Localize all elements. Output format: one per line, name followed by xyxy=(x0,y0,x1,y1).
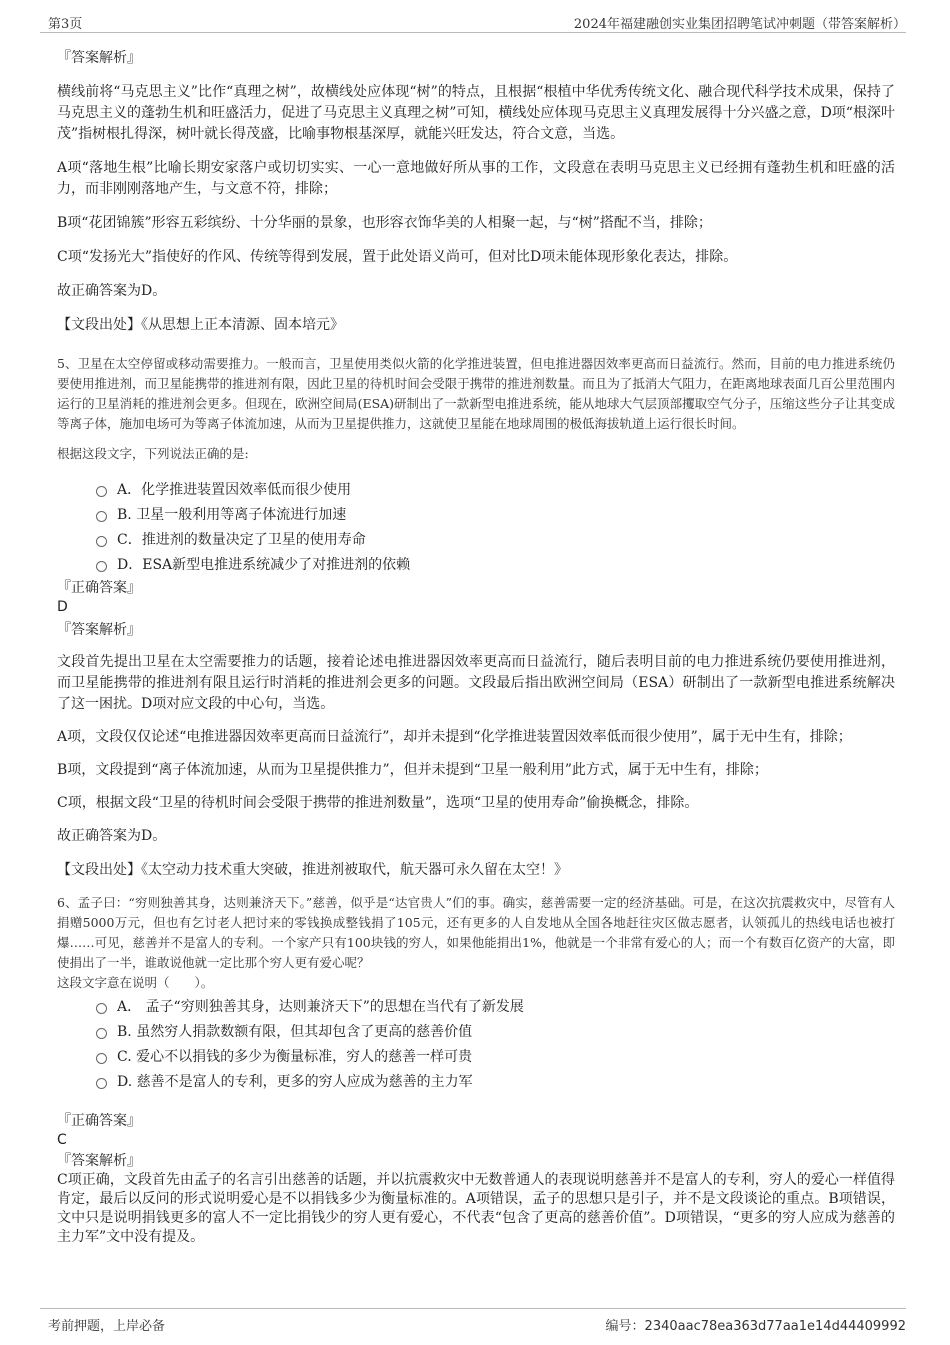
q5-option-c-label: C．推进剂的数量决定了卫星的使用寿命 xyxy=(117,532,366,548)
document-code xyxy=(606,1315,906,1334)
q6-option-c[interactable] xyxy=(57,1045,895,1070)
q4-source: 【文段出处】《从思想上正本清源、固本培元》 xyxy=(57,317,344,333)
page-number: 第3页 xyxy=(48,17,83,32)
q5-analysis-p1: 文段首先提出卫星在太空需要推力的话题，接着论述电推进器因效率更高而日益流行，随后表明目前的电力推进系统仍要使用推进剂，而卫星能携带的推进剂有限且运行时消耗的推进剂会更多的问题。文段最后指出欧洲空间局（ESA）研制出了一款新型电推进系统解决了这一困扰。D项对应文段的中心句，当选。 xyxy=(57,654,895,712)
q6-analysis-label: 『答案解析』 xyxy=(57,1153,141,1169)
radio-icon[interactable] xyxy=(96,561,107,572)
page-content xyxy=(57,44,895,1247)
q5-option-b-label: B. 卫星一般利用等离子体流进行加速 xyxy=(117,507,347,523)
radio-icon[interactable] xyxy=(96,536,107,547)
q6-correct-label: 『正确答案』 xyxy=(57,1113,141,1129)
q4-analysis-p1: 横线前将“马克思主义”比作“真理之树”，故横线处应体现“树”的特点，且根据“根植中华优秀传统文化、融合现代科学技术成果，保持了马克思主义的蓬勃生机和旺盛活力，促进了马克思主义真理之树”可知，横线处应体现马克思主义真理发展得十分兴盛之意，D项“根深叶茂”指树根扎得深，树叶就长得茂盛，比喻事物根基深厚，就能兴旺发达，符合文意，当选。 xyxy=(57,84,895,142)
document-title: 2024年福建融创实业集团招聘笔试冲刺题（带答案解析） xyxy=(573,17,906,32)
q5-option-a[interactable] xyxy=(57,478,895,503)
q6-option-b-label: B. 虽然穷人捐款数额有限，但其却包含了更高的慈善价值 xyxy=(117,1024,473,1040)
q4-analysis-label: 『答案解析』 xyxy=(57,50,141,66)
q5-block xyxy=(57,354,895,880)
q6-option-d-label: D. 慈善不是富人的专利，更多的穷人应成为慈善的主力军 xyxy=(117,1074,473,1090)
document-code-label: 编号： xyxy=(605,1319,645,1334)
page-footer xyxy=(40,1308,906,1337)
q6-option-a[interactable] xyxy=(57,995,895,1020)
q5-analysis-label: 『答案解析』 xyxy=(57,622,141,638)
q5-option-b[interactable] xyxy=(57,503,895,528)
q6-block xyxy=(57,893,895,1247)
radio-icon[interactable] xyxy=(96,1028,107,1039)
q6-options xyxy=(57,995,895,1095)
page-header xyxy=(40,10,906,33)
q6-option-b[interactable] xyxy=(57,1020,895,1045)
radio-icon[interactable] xyxy=(96,1003,107,1014)
q6-option-d[interactable] xyxy=(57,1070,895,1095)
q4-analysis-p2: A项“落地生根”比喻长期安家落户或切切实实、一心一意地做好所从事的工作，文段意在表明马克思主义已经拥有蓬勃生机和旺盛的活力，而非刚刚落地产生，与文意不符，排除； xyxy=(57,160,895,197)
q5-option-d-label: D．ESA新型电推进系统减少了对推进剂的依赖 xyxy=(117,557,411,573)
q5-analysis-conclusion: 故正确答案为D。 xyxy=(57,828,167,844)
q5-option-a-label: A．化学推进装置因效率低而很少使用 xyxy=(117,482,352,498)
q5-option-d[interactable] xyxy=(57,553,895,578)
q6-stem: 6、孟子曰：“穷则独善其身，达则兼济天下。”慈善，似乎是“达官贵人”们的事。确实，慈善需要一定的经济基础。可是，在这次抗震救灾中，尽管有人捐赠5000万元，但也有乞讨老人把讨来的零钱换成整钱捐了105元，还有更多的人自发地从全国各地赶往灾区做志愿者，认领孤儿的热线电话也被打爆……可见，慈善并不是富人的专利。一个家产只有100块钱的穷人，如果他能捐出1%，他就是一个非常有爱心的人；而一个有数百亿资产的大富，即使捐出了一半，谁敢说他就一定比那个穷人更有爱心呢？ xyxy=(57,895,895,970)
radio-icon[interactable] xyxy=(96,486,107,497)
q4-analysis-p4: C项“发扬光大”指使好的作风、传统等得到发展，置于此处语义尚可，但对比D项未能体现形象化表达，排除。 xyxy=(57,249,738,265)
radio-icon[interactable] xyxy=(96,511,107,522)
document-code-value: 2340aac78ea363d77aa1e14d44409992 xyxy=(644,1319,906,1334)
q6-option-c-label: C. 爱心不以捐钱的多少为衡量标准，穷人的慈善一样可贵 xyxy=(117,1049,473,1065)
q5-option-c[interactable] xyxy=(57,528,895,553)
q5-analysis-p2: A项，文段仅仅论述“电推进器因效率更高而日益流行”，却并未提到“化学推进装置因效率低而很少使用”，属于无中生有，排除； xyxy=(57,729,852,745)
q5-analysis-p4: C项，根据文段“卫星的待机时间会受限于携带的推进剂数量”，选项“卫星的使用寿命”偷换概念，排除。 xyxy=(57,795,699,811)
q5-correct-answer: D xyxy=(57,599,68,615)
q5-stem: 5、卫星在太空停留或移动需要推力。一般而言，卫星使用类似火箭的化学推进装置，但电推进器因效率更高而日益流行。然而，目前的电力推进系统仍要使用推进剂，而卫星能携带的推进剂有限，因此卫星的待机时间会受限于携带的推进剂数量。而且为了抵消大气阻力，在距离地球表面几百公里范围内运行的卫星消耗的推进剂会更多。但现在，欧洲空间局(ESA)研制出了一款新型电推进系统，能从地球大气层顶部攫取空气分子，压缩这些分子让其变成等离子体，施加电场可为等离子体流加速，从而为卫星提供推力，这就使卫星能在地球周围的极低海拔轨道上运行很长时间。 xyxy=(57,356,895,431)
radio-icon[interactable] xyxy=(96,1053,107,1064)
q4-analysis-conclusion: 故正确答案为D。 xyxy=(57,283,167,299)
q6-option-a-label: A． 孟子“穷则独善其身，达则兼济天下”的思想在当代有了新发展 xyxy=(117,999,524,1015)
q5-options xyxy=(57,478,895,578)
q5-correct-label: 『正确答案』 xyxy=(57,580,141,596)
radio-icon[interactable] xyxy=(96,1078,107,1089)
q5-analysis-p3: B项，文段提到“离子体流加速，从而为卫星提供推力”，但并未提到“卫星一般利用”此方式，属于无中生有，排除； xyxy=(57,762,768,778)
q6-correct-answer: C xyxy=(57,1132,67,1148)
q5-question: 根据这段文字，下列说法正确的是: xyxy=(57,446,249,461)
q4-analysis xyxy=(57,48,895,335)
q5-source: 【文段出处】《太空动力技术重大突破，推进剂被取代，航天器可永久留在太空！》 xyxy=(57,862,568,878)
q6-question: 这段文字意在说明（ ）。 xyxy=(57,975,214,990)
q6-analysis-p1: C项正确，文段首先由孟子的名言引出慈善的话题，并以抗震救灾中无数普通人的表现说明慈善并不是富人的专利，穷人的爱心一样值得肯定，最后以反问的形式说明爱心是不以捐钱多少为衡量标准的。A项错误，孟子的思想只是引子，并不是文段谈论的重点。B项错误，文中只是说明捐钱更多的富人不一定比捐钱少的穷人更有爱心，不代表“包含了更高的慈善价值”。D项错误，“更多的穷人应成为慈善的主力军”文中没有提及。 xyxy=(57,1172,895,1245)
q4-analysis-p3: B项“花团锦簇”形容五彩缤纷、十分华丽的景象，也形容衣饰华美的人相聚一起，与“树”搭配不当，排除； xyxy=(57,215,712,231)
footer-slogan: 考前押题，上岸必备 xyxy=(48,1319,166,1334)
